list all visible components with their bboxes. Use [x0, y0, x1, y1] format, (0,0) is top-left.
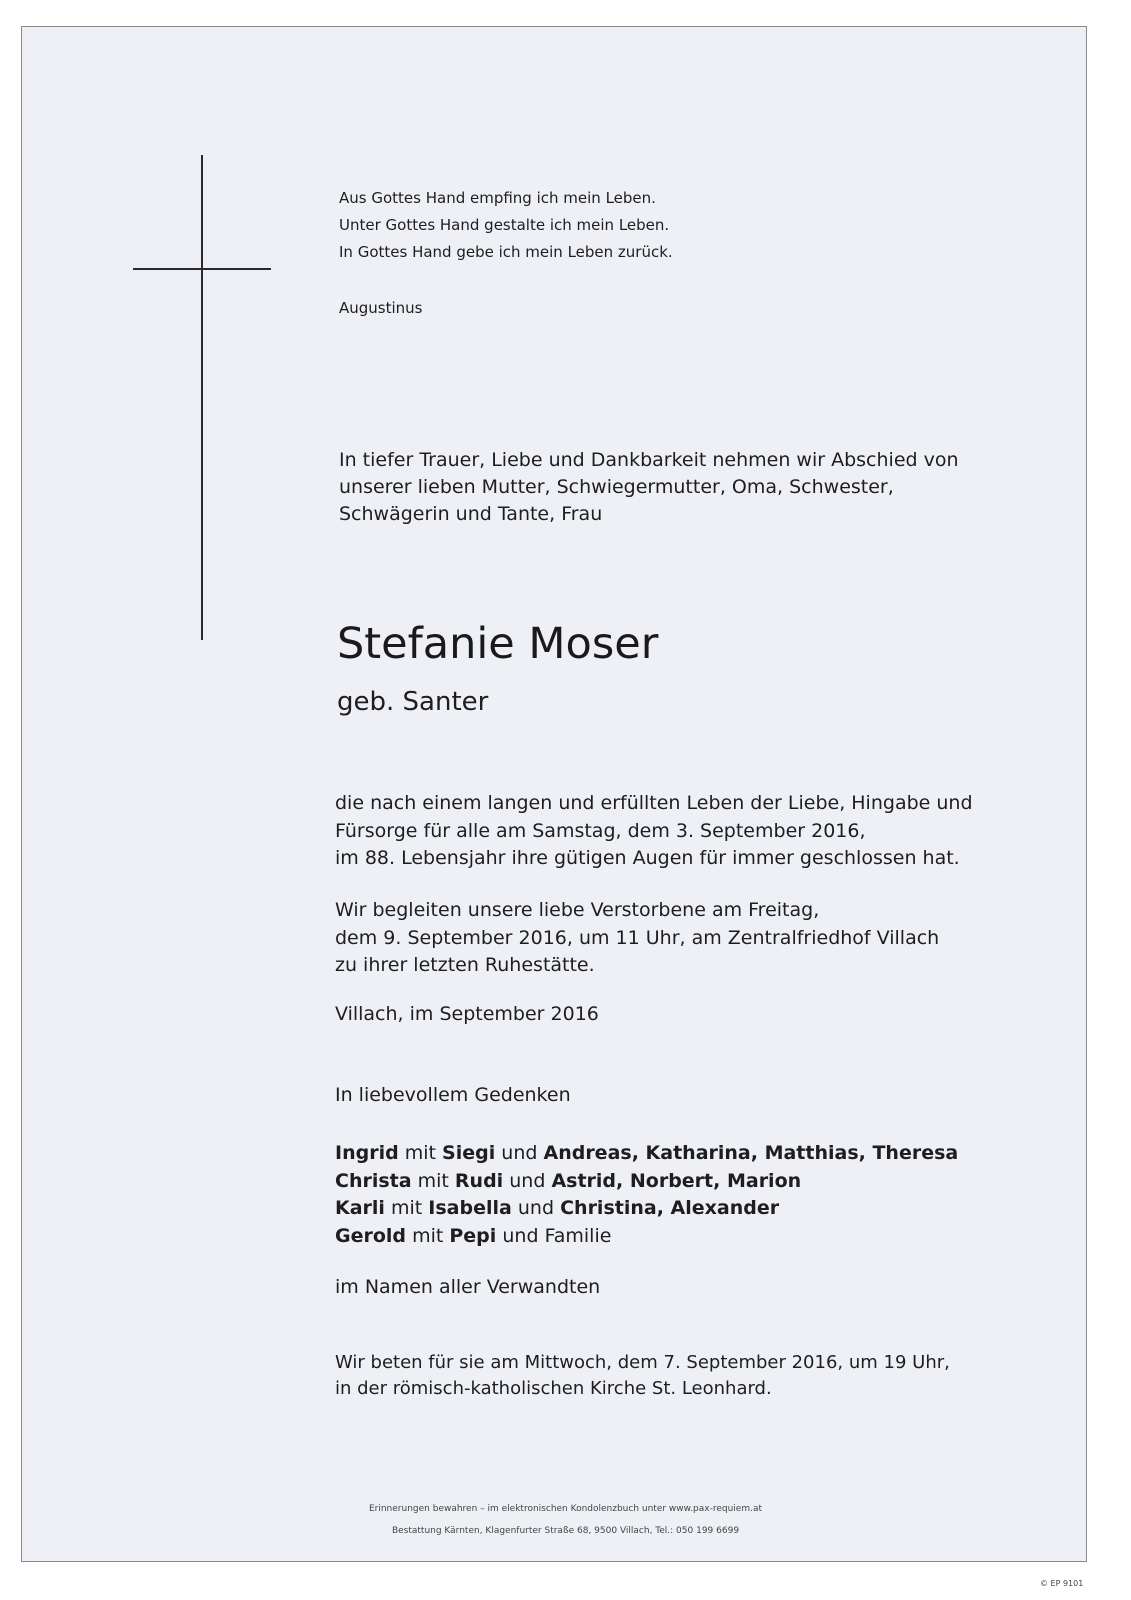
connector: und — [517, 1197, 555, 1219]
funeral-info — [335, 897, 939, 980]
intro-text — [339, 447, 959, 528]
quote-author: Augustinus — [339, 299, 423, 317]
footer-address: Bestattung Kärnten, Klagenfurter Straße 68, 9500 Villach, Tel.: 050 199 6699 — [391, 1526, 740, 1536]
death-notice-line: die nach einem langen und erfüllten Leben der Liebe, Hingabe und — [335, 792, 973, 814]
place-date: Villach, im September 2016 — [335, 1003, 599, 1025]
family-name: Gerold — [335, 1224, 407, 1247]
family-partner: Rudi — [454, 1169, 504, 1192]
connector: und — [502, 1224, 539, 1247]
family-children: Familie — [544, 1224, 612, 1247]
family-partner: Pepi — [449, 1224, 497, 1247]
family-line — [335, 1223, 958, 1251]
connector: und — [501, 1142, 538, 1164]
quote-line: Unter Gottes Hand gestalte ich mein Leben. — [339, 216, 670, 234]
death-notice — [335, 790, 973, 873]
family-line — [335, 1168, 958, 1196]
family-children: Christina, Alexander — [560, 1197, 780, 1219]
deceased-name: Stefanie Moser — [337, 619, 659, 669]
death-notice-line: Fürsorge für alle am Samstag, dem 3. September 2016, — [335, 819, 866, 842]
funeral-line: zu ihrer letzten Ruhestätte. — [335, 954, 595, 976]
connector: mit — [404, 1142, 436, 1164]
intro-line: Schwägerin und Tante, Frau — [339, 503, 603, 525]
family-name: Ingrid — [335, 1142, 399, 1164]
family-children: Astrid, Norbert, Marion — [551, 1169, 802, 1192]
maiden-name: geb. Santer — [337, 687, 489, 717]
connector: mit — [417, 1169, 449, 1192]
connector: mit — [412, 1224, 444, 1247]
relatives-note: im Namen aller Verwandten — [335, 1276, 601, 1298]
footer-line: Erinnerungen bewahren – im elektronischen Kondolenzbuch unter www.pax-requiem.at — [368, 1504, 763, 1514]
family-name: Karli — [335, 1197, 385, 1219]
family-list — [335, 1140, 958, 1250]
cross-icon-bar — [133, 268, 271, 270]
intro-line: In tiefer Trauer, Liebe und Dankbarkeit nehmen wir Abschied von — [339, 449, 959, 471]
prayer-line: Wir beten für sie am Mittwoch, dem 7. September 2016, um 19 Uhr, — [335, 1352, 950, 1373]
funeral-line: dem 9. September 2016, um 11 Uhr, am Zentralfriedhof Villach — [335, 926, 940, 949]
death-notice-line: im 88. Lebensjahr ihre gütigen Augen für immer geschlossen hat. — [335, 847, 960, 869]
cross-icon — [201, 155, 203, 640]
connector: mit — [391, 1197, 423, 1219]
product-code: © EP 9101 — [1040, 1579, 1084, 1588]
quote — [339, 185, 673, 266]
funeral-line: Wir begleiten unsere liebe Verstorbene am Freitag, — [335, 899, 820, 921]
family-line — [335, 1140, 958, 1168]
prayer-line: in der römisch-katholischen Kirche St. Leonhard. — [335, 1378, 772, 1399]
prayer-info — [335, 1350, 950, 1402]
quote-line: Aus Gottes Hand empfing ich mein Leben. — [339, 189, 656, 207]
family-name: Christa — [335, 1169, 412, 1192]
intro-line: unserer lieben Mutter, Schwiegermutter, Oma, Schwester, — [339, 476, 894, 498]
family-children: Andreas, Katharina, Matthias, Theresa — [543, 1142, 959, 1164]
memorial-heading: In liebevollem Gedenken — [335, 1084, 571, 1106]
quote-line: In Gottes Hand gebe ich mein Leben zurück. — [339, 243, 673, 261]
family-partner: Siegi — [442, 1142, 496, 1164]
connector: und — [509, 1169, 546, 1192]
family-partner: Isabella — [428, 1197, 512, 1219]
family-line — [335, 1195, 958, 1223]
